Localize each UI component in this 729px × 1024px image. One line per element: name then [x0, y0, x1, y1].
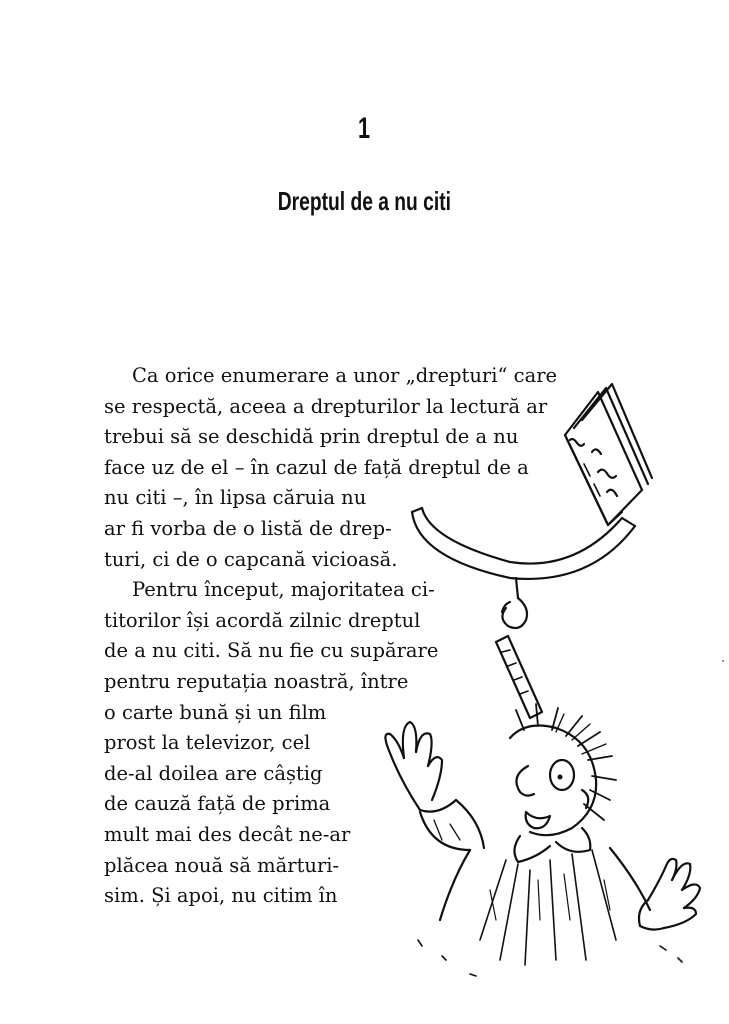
- text-line: de-al doilea are câștig: [104, 761, 323, 785]
- pole: [496, 636, 542, 718]
- text-line: Ca orice enumerare a unor „drepturi“ care: [132, 364, 558, 387]
- text-line: Pentru început, majoritatea ci-: [132, 578, 435, 602]
- margin-mark: [722, 660, 724, 662]
- text-line: sim. Și apoi, nu citim în: [104, 884, 338, 908]
- text-line: plăcea nouă să mărturi-: [104, 853, 340, 877]
- text-line: de a nu citi. Să nu fie cu supărare: [104, 639, 439, 663]
- text-line: mult mai des decât ne-ar: [104, 822, 351, 846]
- ground-marks: [418, 940, 682, 976]
- text-line: nu citi –, în lipsa căruia nu: [104, 486, 367, 510]
- text-line: de cauză față de prima: [104, 792, 331, 816]
- text-line: se respectă, aceea a drepturilor la lectură ar: [104, 394, 548, 418]
- head: [510, 704, 616, 835]
- left-hand: [385, 722, 484, 850]
- text-line: o carte bună și un film: [104, 700, 327, 724]
- text-line: prost la televizor, cel: [104, 731, 311, 755]
- text-line: titorilor își acordă zilnic dreptul: [104, 608, 421, 632]
- text-line: ar fi vorba de o listă de drep-: [104, 516, 392, 540]
- text-line: face uz de el – în cazul de față dreptul de a: [104, 455, 529, 479]
- text-line: trebui să se deschidă prin dreptul de a nu: [104, 425, 519, 449]
- chapter-number: 1: [357, 112, 371, 145]
- chapter-title: Dreptul de a nu citi: [277, 186, 451, 216]
- right-hand: [639, 859, 700, 930]
- hook: [502, 578, 527, 628]
- body: [440, 828, 650, 965]
- text-line: pentru reputația noastră, între: [104, 669, 409, 693]
- book-icon: [565, 384, 652, 525]
- balancing-reader-illustration: [360, 380, 720, 980]
- balancing-rod: [412, 508, 635, 579]
- text-line: turi, ci de o capcană vicioasă.: [104, 547, 398, 571]
